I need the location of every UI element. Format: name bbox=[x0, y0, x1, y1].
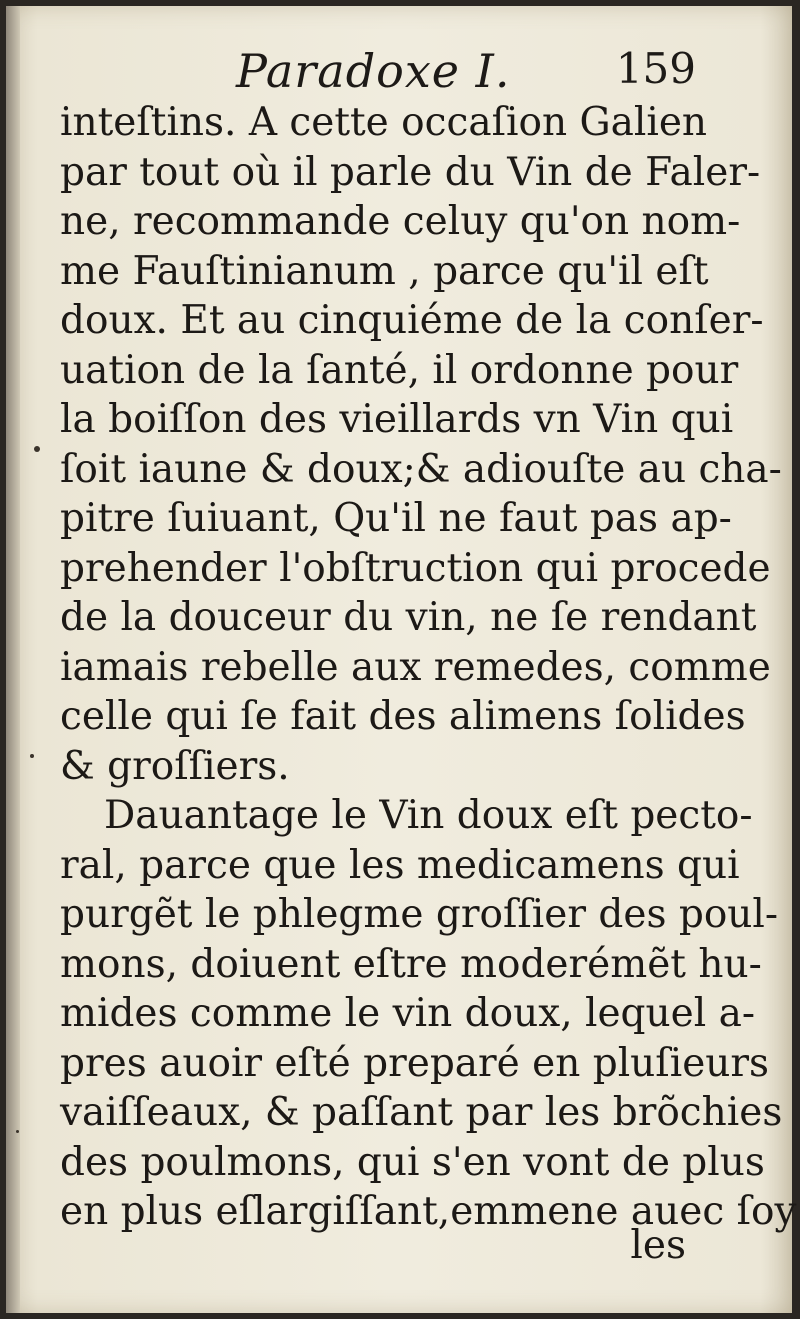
page-number: 159 bbox=[615, 44, 696, 93]
text-line: purgẽt le phlegme groſſier des poul- bbox=[60, 892, 779, 937]
text-line: prehender l'obſtruction qui procede bbox=[60, 545, 771, 591]
running-head bbox=[236, 44, 696, 106]
ink-speck bbox=[34, 446, 40, 452]
text-line: des poulmons, qui s'en vont de plus bbox=[60, 1139, 765, 1185]
book-page bbox=[6, 6, 797, 1313]
text-line-paragraph-start: Dauantage le Vin doux eſt pecto- bbox=[104, 793, 753, 838]
text-line: par tout où il parle du Vin de Faler- bbox=[60, 149, 761, 195]
text-line: me Fauſtinianum , parce qu'il eſt bbox=[60, 248, 709, 294]
text-line: en plus eſlargiſſant,emmene auec ſoy bbox=[60, 1189, 797, 1234]
text-line-paragraph-end: & groſſiers. bbox=[60, 743, 290, 789]
text-line: la boiſſon des vieillards vn Vin qui bbox=[60, 397, 734, 442]
text-line: celle qui ſe fait des alimens ſolides bbox=[60, 694, 746, 739]
text-line: pres auoir eſté preparé en pluſieurs bbox=[60, 1040, 770, 1086]
text-line: uation de la ſanté, il ordonne pour bbox=[60, 347, 739, 393]
running-head-title: Paradoxe I. bbox=[236, 44, 511, 98]
text-line: pitre ſuiuant, Qu'il ne faut pas ap- bbox=[60, 496, 732, 541]
catchword: les bbox=[630, 1223, 686, 1268]
text-line: iamais rebelle aux remedes, comme bbox=[60, 644, 771, 690]
text-line: ral, parce que les medicamens qui bbox=[60, 842, 740, 888]
text-line: ne, recommande celuy qu'on nom- bbox=[60, 199, 741, 244]
text-line: doux. Et au cinquiéme de la conſer- bbox=[60, 298, 764, 343]
text-line: de la douceur du vin, ne ſe rendant bbox=[60, 595, 757, 640]
text-line: ſoit iaune & doux;& adiouſte au cha- bbox=[60, 446, 782, 492]
text-line: inteſtins. A cette occaſion Galien bbox=[60, 100, 708, 145]
body-text bbox=[60, 98, 797, 1237]
text-line: vaiſſeaux, & paſſant par les brõchies bbox=[60, 1090, 783, 1135]
ink-speck bbox=[16, 1130, 19, 1133]
text-line: mons, doiuent eſtre moderémẽt hu- bbox=[60, 941, 762, 987]
text-line: mides comme le vin doux, lequel a- bbox=[60, 991, 756, 1036]
page-gutter bbox=[6, 6, 20, 1313]
ink-speck bbox=[30, 754, 34, 758]
